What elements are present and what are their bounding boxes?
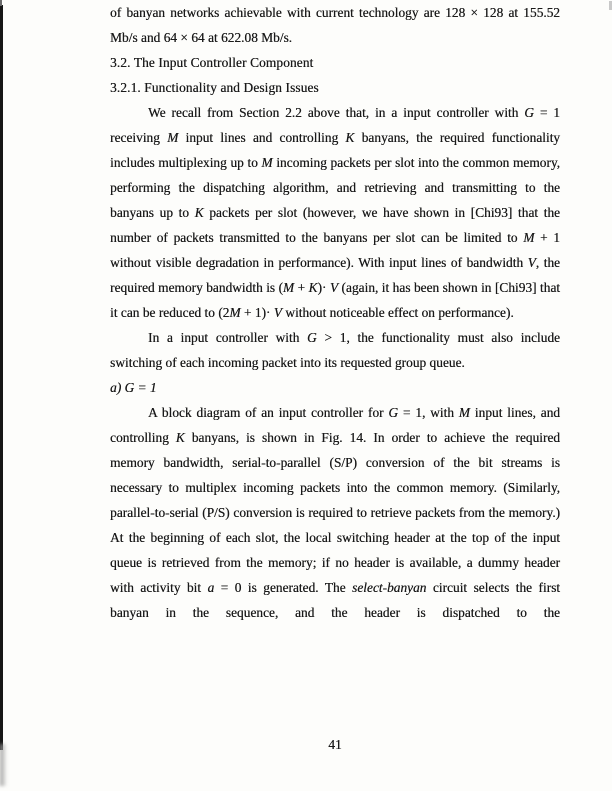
page-number: 41 (328, 737, 342, 752)
scan-smudge-artifact (0, 744, 7, 786)
section-heading: 3.2. The Input Controller Component (110, 55, 314, 70)
case-g1-heading: a) G = 1 (110, 380, 157, 395)
subsection-heading: 3.2.1. Functionality and Design Issues (110, 80, 319, 95)
scan-edge-top-artifact (0, 0, 2, 6)
scan-edge-artifact (0, 5, 3, 750)
page-content (110, 0, 560, 625)
paragraph-group-queue: In a input controller with G > 1, the functionality must also include switching of each incoming packet into its requested group queue. (110, 330, 560, 370)
paragraph-functionality: We recall from Section 2.2 above that, in a input controller with G = 1 receiving M input lines and controlling K banyans, the required functionality includes multiplexing up to M incoming packets per slot into the common memory, performing the dispatching algorithm, and retrieving and transmitting to the banyans up to K packets per slot (however, we have shown in [Chi93] that the number of packets transmitted to the banyans per slot can be limited to M + 1 without visible degradation in performance). With input lines of bandwidth V, the required memory bandwidth is (M + K)· V (again, it has been shown in [Chi93] that it can be reduced to (2M + 1)· V without noticeable effect on performance). (110, 105, 560, 320)
paragraph-block-diagram: A block diagram of an input controller for G = 1, with M input lines, and controlling K banyans, is shown in Fig. 14. In order to achieve the required memory bandwidth, serial-to-parallel (S/P) conversion of the bit streams is necessary to multiplex incoming packets into the common memory. (Similarly, parallel-to-serial (P/S) conversion is required to retrieve packets from the memory.) At the beginning of each slot, the local switching header at the top of the input queue is retrieved from the memory; if no header is available, a dummy header with activity bit a = 0 is generated. The select-banyan circuit selects the first banyan in the sequence, and the header is dispatched to the (110, 405, 561, 620)
paragraph-continuation: of banyan networks achievable with current technology are 128 × 128 at 155.52 Mb/s and 64 × 64 at 622.08 Mb/s. (110, 5, 560, 45)
